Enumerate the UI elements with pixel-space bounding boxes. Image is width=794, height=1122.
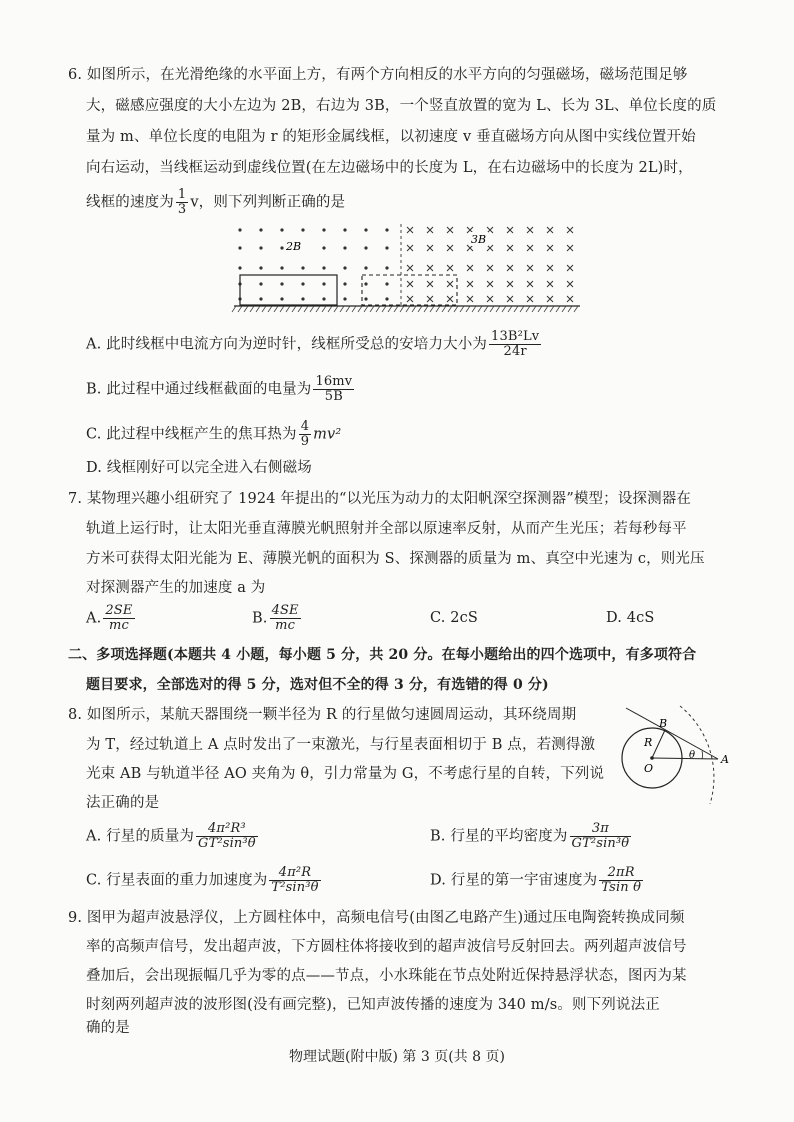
field-cross <box>447 281 453 287</box>
q6-line-1: 6. 如图所示，在光滑绝缘的水平面上方，有两个方向相反的水平方向的匀强磁场，磁场范围足够 <box>68 67 688 83</box>
field-dot <box>280 246 283 249</box>
field-cross <box>567 245 573 251</box>
hatch-stroke <box>562 306 566 312</box>
field-cross <box>567 296 573 302</box>
q6-speed-fraction <box>176 188 188 217</box>
hatch-stroke <box>550 306 554 312</box>
hatch-stroke <box>316 306 320 312</box>
hatch-stroke <box>454 306 458 312</box>
hatch-stroke <box>544 306 548 312</box>
hatch-stroke <box>538 306 542 312</box>
hatch-stroke <box>262 306 266 312</box>
field-cross <box>447 245 453 251</box>
field-dot <box>322 228 325 231</box>
hatch-stroke <box>310 306 314 312</box>
q6-line-3: 量为 m、单位长度的电阻为 r 的矩形金属线框，以初速度 v 垂直磁场方向从图中实线位置开始 <box>86 129 696 145</box>
hatch-stroke <box>286 306 290 312</box>
field-dot <box>259 246 262 249</box>
field-dot <box>280 266 283 269</box>
fraction-denominator: 24r <box>503 344 527 359</box>
hatch-stroke <box>400 306 404 312</box>
field-cross <box>407 281 413 287</box>
label-R: R <box>644 736 653 749</box>
q6-line-5-tail: v，则下列判断正确的是 <box>190 194 346 211</box>
label-3B: 3B <box>471 233 487 246</box>
q8-option-C-fraction <box>269 866 320 895</box>
field-dots-left <box>238 228 388 300</box>
q6-line-2: 大，磁感应强度的大小左边为 2B，右边为 3B，一个竖直放置的宽为 L、长为 3L、单位长度的质 <box>86 98 717 114</box>
field-cross <box>547 227 553 233</box>
orbit-arc <box>680 706 714 804</box>
field-cross <box>427 227 433 233</box>
field-cross <box>507 245 513 251</box>
q6-option-C-text: C. 此过程中线框产生的焦耳热为 <box>86 426 297 443</box>
q6-magnetic-field-figure <box>228 222 588 314</box>
hatch-stroke <box>448 306 452 312</box>
hatch-stroke <box>376 306 380 312</box>
q8-option-A[interactable] <box>86 822 260 851</box>
q8-option-B-text: B. 行星的平均密度为 <box>430 828 568 845</box>
field-dot <box>343 228 346 231</box>
section-2-line-1: 二、多项选择题(本题共 4 小题，每小题 5 分，共 20 分。在每小题给出的四个选项中，有多项符合 <box>68 647 697 663</box>
hatch-stroke <box>274 306 278 312</box>
hatch-stroke <box>334 306 338 312</box>
q6-option-B-text: B. 此过程中通过线框截面的电量为 <box>86 381 312 398</box>
field-cross <box>467 281 473 287</box>
hatch-stroke <box>532 306 536 312</box>
q6-option-A[interactable] <box>86 330 543 359</box>
field-dot <box>259 282 262 285</box>
q6-option-B[interactable] <box>86 375 356 404</box>
hatch-stroke <box>346 306 350 312</box>
q7-line-3: 方米可获得太阳光能为 E、薄膜光帆的面积为 S、探测器的质量为 m、真空中光速为 c，则光压 <box>86 551 705 567</box>
hatch-stroke <box>412 306 416 312</box>
q6-option-A-fraction <box>489 330 541 359</box>
field-cross <box>567 227 573 233</box>
hatch-stroke <box>388 306 392 312</box>
hatch-stroke <box>556 306 560 312</box>
field-cross <box>527 245 533 251</box>
q8-line-4: 法正确的是 <box>86 795 160 811</box>
q8-option-B[interactable] <box>430 822 633 851</box>
field-cross <box>407 265 413 271</box>
hatch-stroke <box>514 306 518 312</box>
field-dot <box>364 297 367 300</box>
field-dot <box>385 266 388 269</box>
fraction-numerator: 4π²R³ <box>196 822 258 837</box>
q9-line-3: 叠加后，会出现振幅几乎为零的点——节点，小水珠能在节点处附近保持悬浮状态，图丙为某 <box>86 968 687 984</box>
field-cross <box>407 227 413 233</box>
field-cross <box>427 296 433 302</box>
label-B: B <box>659 717 668 730</box>
q7-line-1: 7. 某物理兴趣小组研究了 1924 年提出的“以光压为动力的太阳帆深空探测器”模型；设探测器在 <box>68 491 692 507</box>
hatch-stroke <box>490 306 494 312</box>
hatch-stroke <box>526 306 530 312</box>
hatch-stroke <box>232 306 236 312</box>
q8-option-A-fraction <box>196 822 258 851</box>
hatch-stroke <box>472 306 476 312</box>
field-cross <box>527 296 533 302</box>
field-cross <box>547 265 553 271</box>
fraction-denominator: mc <box>275 618 296 633</box>
angle-arc <box>702 751 703 759</box>
field-cross <box>427 245 433 251</box>
field-dot <box>238 228 241 231</box>
ground-hatching <box>232 306 578 312</box>
hatch-stroke <box>364 306 368 312</box>
q8-line-3: 光束 AB 与轨道半径 AO 夹角为 θ，引力常量为 G，不考虑行星的自转，下列说 <box>86 766 605 782</box>
q7-option-B-label: B. <box>252 610 268 627</box>
field-cross <box>507 265 513 271</box>
field-cross <box>467 265 473 271</box>
fraction-denominator: mc <box>108 618 129 633</box>
field-cross <box>407 296 413 302</box>
field-dot <box>322 282 325 285</box>
field-cross <box>547 245 553 251</box>
field-cross <box>407 245 413 251</box>
field-dot <box>280 282 283 285</box>
field-dot <box>364 246 367 249</box>
field-cross <box>507 281 513 287</box>
field-dot <box>343 266 346 269</box>
field-dot <box>364 266 367 269</box>
fraction-denominator: GT²sin³θ <box>571 836 630 851</box>
field-cross <box>527 265 533 271</box>
q7-option-A[interactable] <box>86 604 137 633</box>
q6-option-D[interactable]: D. 线框刚好可以完全进入右侧磁场 <box>86 460 312 476</box>
hatch-stroke <box>280 306 284 312</box>
field-cross <box>567 281 573 287</box>
field-cross <box>487 265 493 271</box>
label-2B: 2B <box>286 240 302 253</box>
hatch-stroke <box>394 306 398 312</box>
hatch-stroke <box>244 306 248 312</box>
q8-option-D[interactable] <box>430 866 645 895</box>
field-dot <box>343 282 346 285</box>
field-crosses-right <box>407 227 573 302</box>
field-cross <box>427 265 433 271</box>
q6-line-5-text: 线框的速度为 <box>86 194 174 211</box>
field-dot <box>280 228 283 231</box>
field-dot <box>343 246 346 249</box>
laser-beam-AB <box>626 708 718 759</box>
field-dot <box>322 246 325 249</box>
hatch-stroke <box>568 306 572 312</box>
q6-option-C-tail: mv² <box>313 426 342 443</box>
q8-line-1: 8. 如图所示，某航天器围绕一颗半径为 R 的行星做匀速圆周运动，其环绕周期 <box>68 707 577 723</box>
hatch-stroke <box>250 306 254 312</box>
field-dot <box>259 266 262 269</box>
fraction-denominator: 9 <box>300 434 310 449</box>
field-dot <box>322 297 325 300</box>
field-dot <box>364 228 367 231</box>
field-cross <box>467 296 473 302</box>
fraction-denominator: 3 <box>177 202 187 217</box>
field-dot <box>301 297 304 300</box>
hatch-stroke <box>292 306 296 312</box>
q9-line-5: 确的是 <box>86 1020 130 1036</box>
page-footer: 物理试题(附中版) 第 3 页(共 8 页) <box>289 1049 505 1065</box>
hatch-stroke <box>370 306 374 312</box>
fraction-numerator: 4π²R <box>269 866 320 881</box>
hatch-stroke <box>466 306 470 312</box>
hatch-stroke <box>352 306 356 312</box>
fraction-denominator: T²sin³θ <box>271 880 319 895</box>
q9-line-2: 率的高频声信号，发出超声波，下方圆柱体将接收到的超声波信号反射回去。两列超声波信号 <box>86 939 687 955</box>
hatch-stroke <box>436 306 440 312</box>
field-dot <box>238 266 241 269</box>
field-dot <box>259 297 262 300</box>
section-2-line-2: 题目要求，全部选对的得 5 分，选对但不全的得 3 分，有选错的得 0 分) <box>86 677 549 693</box>
field-cross <box>547 296 553 302</box>
q7-line-2: 轨道上运行时，让太阳光垂直薄膜光帆照射并全部以原速率反射，从而产生光压；若每秒每平 <box>86 521 687 537</box>
hatch-stroke <box>418 306 422 312</box>
field-dot <box>301 282 304 285</box>
hatch-stroke <box>484 306 488 312</box>
q9-line-1: 9. 图甲为超声波悬浮仪，上方圆柱体中，高频电信号(由图乙电路产生)通过压电陶瓷转换成同频 <box>68 910 685 926</box>
field-cross <box>507 227 513 233</box>
field-dot <box>259 228 262 231</box>
fraction-numerator: 2SE <box>105 603 133 618</box>
q7-option-C[interactable]: C. 2cS <box>430 610 478 626</box>
fraction-numerator: 4 <box>300 419 310 434</box>
label-A: A <box>721 753 729 766</box>
q6-option-A-text: A. 此时线框中电流方向为逆时针，线框所受总的安培力大小为 <box>86 336 488 353</box>
field-dot <box>385 297 388 300</box>
field-dot <box>343 297 346 300</box>
q7-option-A-label: A. <box>86 610 102 627</box>
hatch-stroke <box>322 306 326 312</box>
hatch-stroke <box>304 306 308 312</box>
field-dot <box>364 282 367 285</box>
fraction-numerator: 16mv <box>315 374 353 389</box>
q6-option-C-fraction <box>299 420 311 449</box>
q8-option-A-text: A. 行星的质量为 <box>86 828 195 845</box>
field-dot <box>238 246 241 249</box>
hatch-stroke <box>520 306 524 312</box>
hatch-stroke <box>430 306 434 312</box>
field-cross <box>507 296 513 302</box>
q6-line-5 <box>86 188 345 217</box>
fraction-numerator: 1 <box>177 187 187 202</box>
q8-option-D-text: D. 行星的第一宇宙速度为 <box>430 872 598 889</box>
field-cross <box>527 227 533 233</box>
q6-option-B-fraction <box>313 375 354 404</box>
q7-option-B-fraction <box>270 604 301 633</box>
q7-option-A-fraction <box>103 604 134 633</box>
hatch-stroke <box>574 306 578 312</box>
hatch-stroke <box>460 306 464 312</box>
hatch-stroke <box>442 306 446 312</box>
field-cross <box>487 296 493 302</box>
frame-dashed-position <box>362 275 457 305</box>
hatch-stroke <box>508 306 512 312</box>
fraction-numerator: 4SE <box>271 603 299 618</box>
field-cross <box>447 296 453 302</box>
fraction-denominator: 5B <box>324 389 343 404</box>
q7-option-D[interactable]: D. 4cS <box>606 610 655 626</box>
hatch-stroke <box>382 306 386 312</box>
fraction-numerator: 3π <box>570 822 632 837</box>
hatch-stroke <box>496 306 500 312</box>
field-dot <box>385 246 388 249</box>
hatch-stroke <box>424 306 428 312</box>
q9-line-4: 时刻两列超声波的波形图(没有画完整)，已知声波传播的速度为 340 m/s。则下列说法正 <box>86 997 660 1013</box>
radius-OB <box>652 730 665 758</box>
q7-option-B[interactable] <box>252 604 303 633</box>
fraction-numerator: 2πR <box>599 866 643 881</box>
field-dot <box>301 228 304 231</box>
q8-line-2: 为 T，经过轨道上 A 点时发出了一束激光，与行星表面相切于 B 点，若测得激 <box>86 737 596 753</box>
field-cross <box>447 227 453 233</box>
field-cross <box>487 281 493 287</box>
label-O: O <box>644 762 654 775</box>
field-cross <box>427 281 433 287</box>
hatch-stroke <box>256 306 260 312</box>
field-dot <box>280 297 283 300</box>
q6-line-4: 向右运动，当线框运动到虚线位置(在左边磁场中的长度为 L，在右边磁场中的长度为 2L)时， <box>86 160 693 176</box>
q8-option-D-fraction <box>599 866 643 895</box>
hatch-stroke <box>328 306 332 312</box>
fraction-numerator: 13B²Lv <box>491 329 540 344</box>
hatch-stroke <box>268 306 272 312</box>
field-dot <box>385 228 388 231</box>
hatch-stroke <box>358 306 362 312</box>
hatch-stroke <box>340 306 344 312</box>
field-cross <box>567 265 573 271</box>
field-cross <box>527 281 533 287</box>
q8-orbit-figure <box>612 700 742 812</box>
field-dot <box>385 282 388 285</box>
fraction-denominator: GT²sin³θ <box>198 836 256 851</box>
hatch-stroke <box>238 306 242 312</box>
center-O <box>650 756 654 760</box>
field-dot <box>301 266 304 269</box>
hatch-stroke <box>502 306 506 312</box>
q7-line-4: 对探测器产生的加速度 a 为 <box>86 580 266 596</box>
hatch-stroke <box>478 306 482 312</box>
hatch-stroke <box>298 306 302 312</box>
q6-option-C[interactable] <box>86 420 341 449</box>
field-cross <box>447 265 453 271</box>
field-cross <box>547 281 553 287</box>
hatch-stroke <box>406 306 410 312</box>
radius-AO <box>652 758 718 759</box>
label-theta: θ <box>689 750 696 761</box>
q8-option-C-text: C. 行星表面的重力加速度为 <box>86 872 268 889</box>
field-dot <box>322 266 325 269</box>
q8-option-C[interactable] <box>86 866 323 895</box>
fraction-denominator: Tsin θ <box>601 880 642 895</box>
frame-solid-position <box>240 275 337 305</box>
q8-option-B-fraction <box>570 822 632 851</box>
